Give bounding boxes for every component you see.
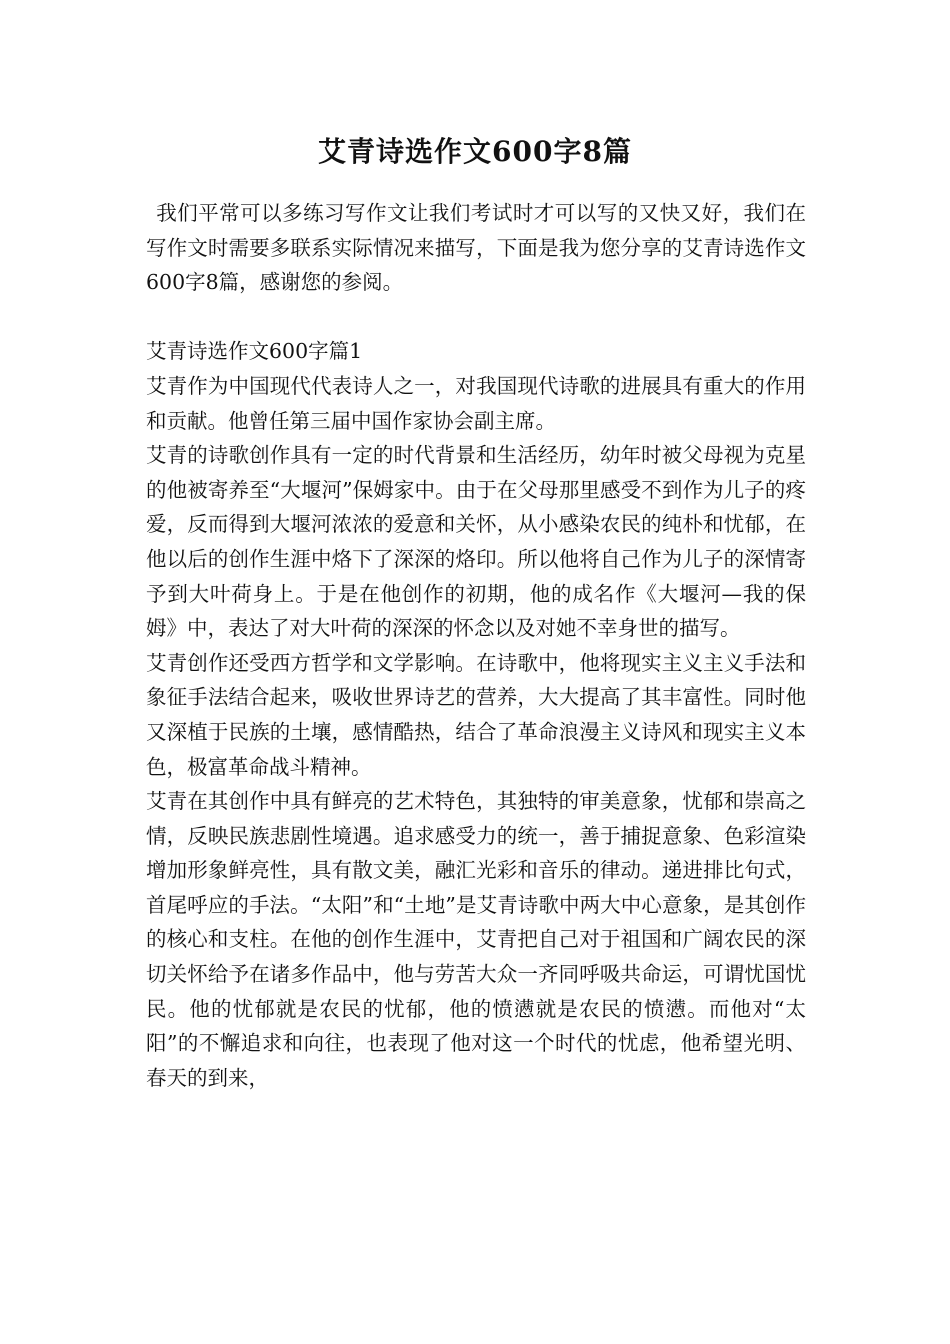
intro-paragraph: 我们平常可以多练习写作文让我们考试时才可以写的又快又好，我们在写作文时需要多联系实际情况来描写，下面是我为您分享的艾青诗选作文600字8篇，感谢您的参阅。 xyxy=(146,201,806,295)
body-paragraph-1: 艾青作为中国现代代表诗人之一，对我国现代诗歌的进展具有重大的作用和贡献。他曾任第三届中国作家协会副主席。 xyxy=(146,373,806,433)
document-title: 艾青诗选作文600字8篇 xyxy=(318,135,632,168)
body-paragraph-4: 艾青在其创作中具有鲜亮的艺术特色，其独特的审美意象，忧郁和崇高之情，反映民族悲剧性境遇。追求感受力的统一，善于捕捉意象、色彩渲染增加形象鲜亮性，具有散文美，融汇光彩和音乐的律动。递进排比句式，首尾呼应的手法。“太阳”和“土地”是艾青诗歌中两大中心意象，是其创作的核心和支柱。在他的创作生涯中，艾青把自己对于祖国和广阔农民的深切关怀给予在诸多作品中，他与劳苦大众一齐同呼吸共命运，可谓忧国忧民。他的忧郁就是农民的忧郁，他的愤懑就是农民的愤懑。而他对“太阳”的不懈追求和向往，也表现了他对这一个时代的忧虑，他希望光明、春天的到来， xyxy=(146,789,806,1090)
body-paragraph-2: 艾青的诗歌创作具有一定的时代背景和生活经历，幼年时被父母视为克星的他被寄养至“大堰河”保姆家中。由于在父母那里感受不到作为儿子的疼爱，反而得到大堰河浓浓的爱意和关怀，从小感染农民的纯朴和忧郁，在他以后的创作生涯中烙下了深深的烙印。所以他将自己作为儿子的深情寄予到大叶荷身上。于是在他创作的初期，他的成名作《大堰河—我的保姆》中，表达了对大叶荷的深深的怀念以及对她不幸身世的描写。 xyxy=(146,443,806,641)
body-paragraph-3: 艾青创作还受西方哲学和文学影响。在诗歌中，他将现实主义主义手法和象征手法结合起来，吸收世界诗艺的营养，大大提高了其丰富性。同时他又深植于民族的土壤，感情酷热，结合了革命浪漫主义诗风和现实主义本色，极富革命战斗精神。 xyxy=(146,650,806,779)
section-heading: 艾青诗选作文600字篇1 xyxy=(146,339,363,364)
document-body xyxy=(146,196,806,1095)
